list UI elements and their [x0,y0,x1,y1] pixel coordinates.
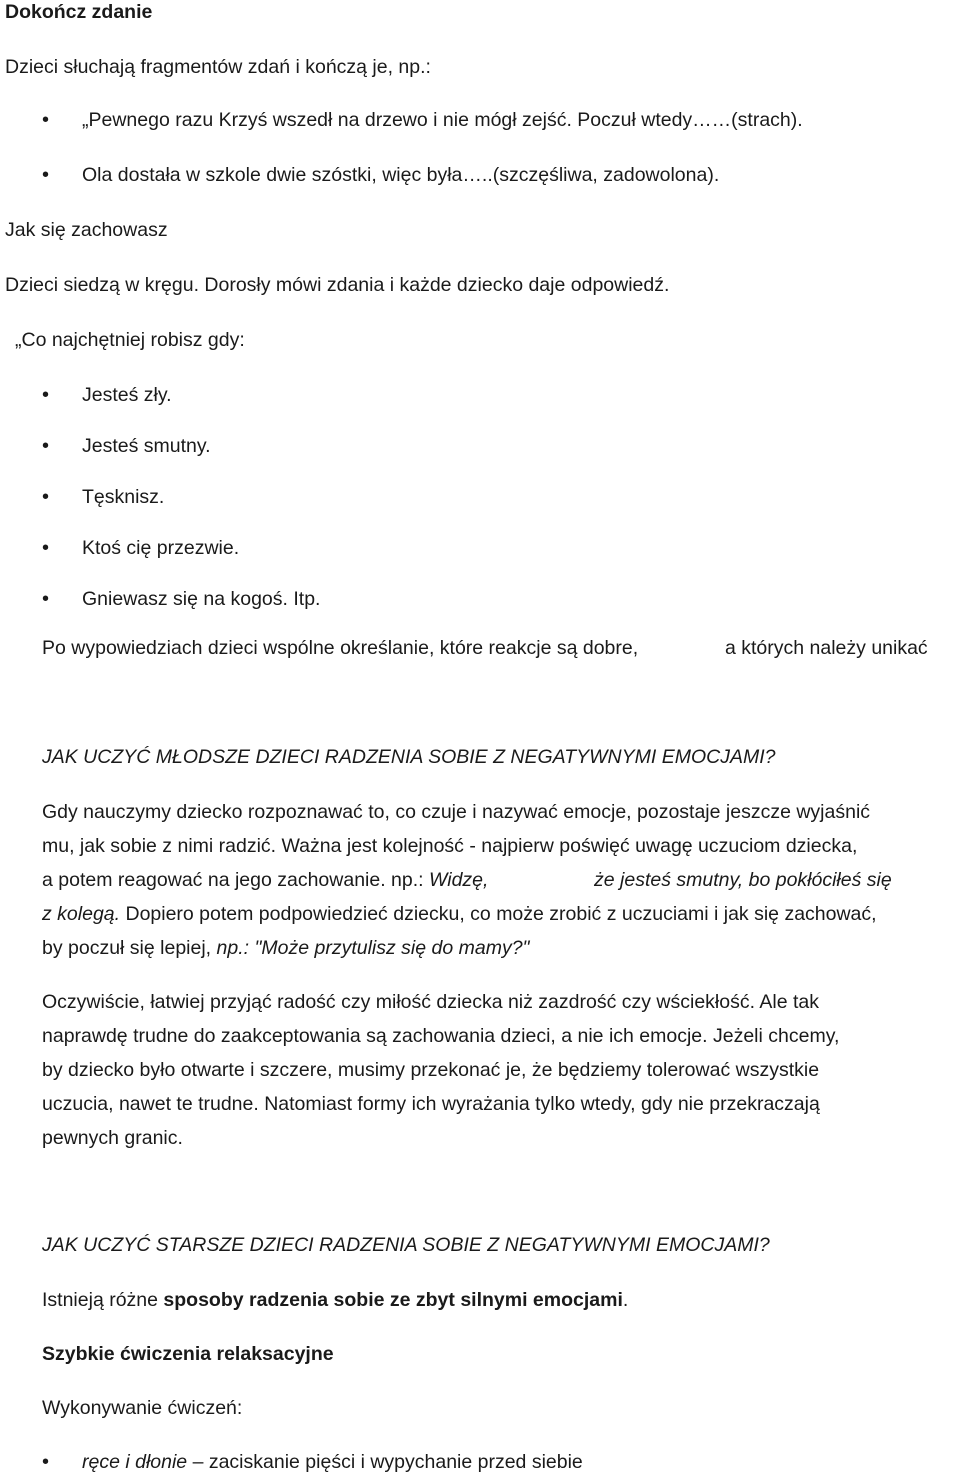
list-item: Ktoś cię przezwie. [82,537,240,559]
paragraph-line: uczucia, nawet te trudne. Natomiast formy ich wyrażania tylko wtedy, gdy nie przekraczają [42,1093,820,1115]
section2-summary-end: a których należy unikać [725,637,928,659]
heading-dokoncz-zdanie: Dokończ zdanie [5,1,153,23]
paragraph-line: pewnych granic. [42,1127,183,1149]
exercises-intro: Wykonywanie ćwiczeń: [42,1397,243,1419]
list-item [82,1450,583,1474]
bullet-marker: • [42,109,50,131]
paragraph-line [42,1288,628,1312]
example-quote: z kolegą. [42,903,121,925]
list-item: Jesteś smutny. [82,435,211,457]
section1-intro: Dzieci słuchają fragmentów zdań i kończą je, np.: [5,56,431,78]
section2-question: „Co najchętniej robisz gdy: [15,329,245,351]
text-span: . [622,1289,629,1311]
paragraph-line [42,868,488,892]
subheading-cwiczenia: Szybkie ćwiczenia relaksacyjne [42,1343,334,1365]
example-quote: Widzę, [429,869,489,891]
heading-mlodsze-dzieci: JAK UCZYĆ MŁODSZE DZIECI RADZENIA SOBIE Z NEGATYWNYMI EMOCJAMI? [42,746,776,768]
text-span: – zaciskanie pięści i wypychanie przed siebie [187,1451,583,1473]
paragraph-line: Gdy nauczymy dziecko rozpoznawać to, co czuje i nazywać emocje, pozostaje jeszcze wyjaśnić [42,801,871,823]
list-item: Jesteś zły. [82,384,172,406]
bullet-marker: • [42,1451,50,1473]
heading-jak-sie-zachowasz: Jak się zachowasz [5,219,168,241]
bullet-marker: • [42,435,50,457]
list-item: Tęsknisz. [82,486,165,508]
text-span: Dopiero potem podpowiedzieć dziecku, co może zrobić z uczuciami i jak się zachować, [120,903,877,925]
list-item: „Pewnego razu Krzyś wszedł na drzewo i nie mógł zejść. Poczuł wtedy……(strach). [82,109,803,131]
list-item: Gniewasz się na kogoś. Itp. [82,588,321,610]
section2-intro: Dzieci siedzą w kręgu. Dorosły mówi zdania i każde dziecko daje odpowiedź. [5,274,670,296]
bullet-marker: • [42,384,50,406]
paragraph-line: by dziecko było otwarte i szczere, musimy przekonać je, że będziemy tolerować wszystkie [42,1059,820,1081]
paragraph-line: mu, jak sobie z nimi radzić. Ważna jest kolejność - najpierw poświęć uwagę uczuciom dziecka, [42,835,858,857]
bullet-marker: • [42,537,50,559]
example-quote: że jesteś smutny, bo pokłóciłeś się [594,869,892,891]
text-span: a potem reagować na jego zachowanie. np.: [42,869,430,891]
exercise-name: ręce i dłonie [82,1451,188,1473]
list-item: Ola dostała w szkole dwie szóstki, więc była…..(szczęśliwa, zadowolona). [82,164,720,186]
bullet-marker: • [42,486,50,508]
bullet-marker: • [42,588,50,610]
paragraph-line [42,902,877,926]
emphasis: sposoby radzenia sobie ze zbyt silnymi emocjami [163,1289,623,1311]
paragraph-line: naprawdę trudne do zaakceptowania są zachowania dzieci, a nie ich emocje. Jeżeli chcemy, [42,1025,840,1047]
example-quote: np.: "Może przytulisz się do mamy?" [216,937,530,959]
paragraph-line [42,936,529,960]
text-span: Istnieją różne [42,1289,164,1311]
bullet-marker: • [42,164,50,186]
section2-summary: Po wypowiedziach dzieci wspólne określanie, które reakcje są dobre, [42,637,639,659]
text-span: by poczuł się lepiej, [42,937,217,959]
paragraph-line: Oczywiście, łatwiej przyjąć radość czy miłość dziecka niż zazdrość czy wściekłość. Ale tak [42,991,819,1013]
heading-starsze-dzieci: JAK UCZYĆ STARSZE DZIECI RADZENIA SOBIE Z NEGATYWNYMI EMOCJAMI? [42,1234,770,1256]
